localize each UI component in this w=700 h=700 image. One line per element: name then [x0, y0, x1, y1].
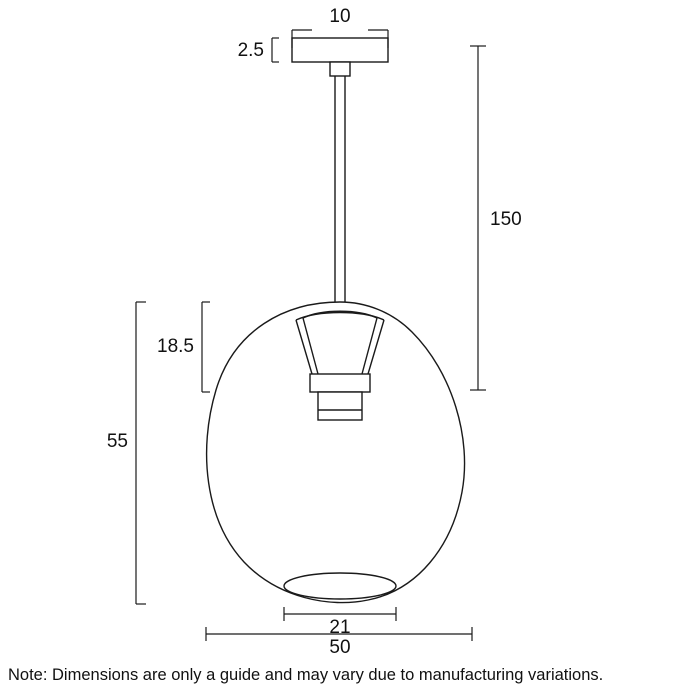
dim-label-fitting-height: 18.5 — [157, 336, 194, 357]
dim-suspension-length — [470, 46, 486, 390]
dim-label-base-width: 21 — [329, 617, 351, 638]
dim-canopy-height — [272, 38, 279, 62]
dim-fitting-height — [202, 302, 210, 392]
dim-label-shade-height: 55 — [106, 431, 128, 452]
dim-label-suspension-length: 150 — [490, 209, 522, 230]
dim-label-canopy-height: 2.5 — [237, 40, 264, 61]
glass-shade — [207, 302, 465, 603]
ceiling-canopy — [292, 38, 388, 76]
dimensions-note: Note: Dimensions are only a guide and may vary due to manufacturing variations. — [8, 666, 604, 684]
dim-label-shade-width: 50 — [329, 637, 351, 658]
shade-base-opening — [284, 573, 396, 599]
dim-label-canopy-width: 10 — [329, 6, 351, 27]
